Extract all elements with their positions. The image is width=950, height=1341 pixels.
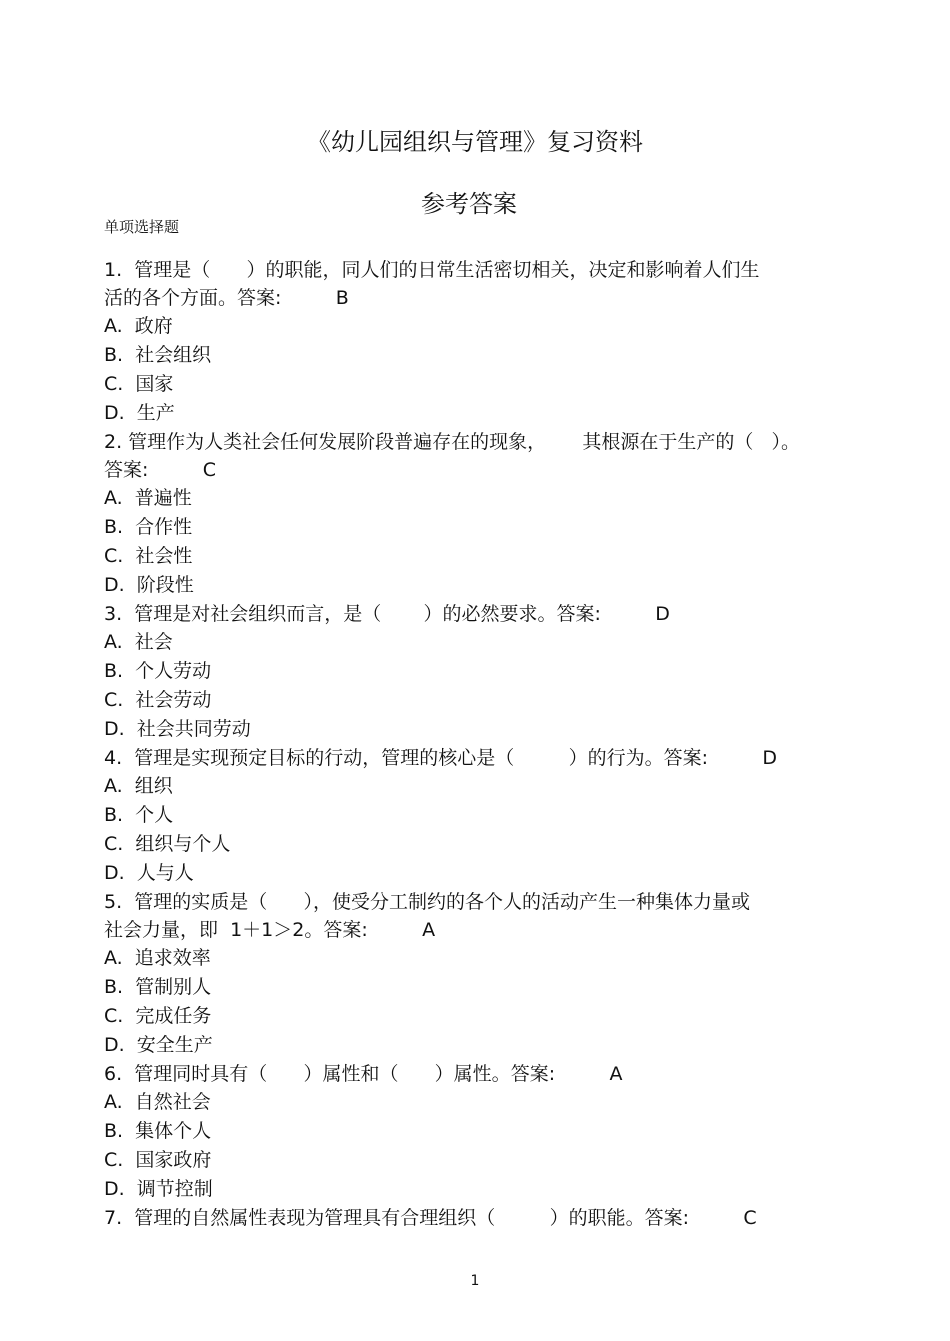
question-text-segment: 4. 管理是实现预定目标的行动，管理的核心是（ ）的行为。 <box>104 747 664 769</box>
question-block <box>104 888 864 1060</box>
answer-option: A. 普遍性 <box>104 487 192 509</box>
answer-label: 答案: <box>644 1207 689 1229</box>
question-text-segment: 3. 管理是对社会组织而言，是（ ）的必然要求。 <box>104 603 557 625</box>
question-text-segment: 7. 管理的自然属性表现为管理具有合理组织（ ）的职能。 <box>104 1207 645 1229</box>
page-number: 1 <box>470 1273 480 1289</box>
question-block <box>104 600 864 744</box>
answer-value: A <box>422 919 436 941</box>
answer-option: A. 政府 <box>104 315 173 337</box>
question-block <box>104 1204 864 1232</box>
question-block <box>104 256 864 428</box>
question-text-segment: 2. 管理作为人类社会任何发展阶段普遍存在的现象， 其根源在于生产的（ ）。 <box>104 431 801 453</box>
answer-label: 答案: <box>510 1063 556 1085</box>
answer-option: A. 自然社会 <box>104 1091 211 1113</box>
question-text <box>104 600 864 628</box>
answer-option: C. 国家政府 <box>104 1149 212 1171</box>
answer-value: C <box>743 1207 757 1229</box>
answer-option: C. 组织与个人 <box>104 833 231 855</box>
answer-label: 答案: <box>323 919 368 941</box>
question-text <box>104 916 864 944</box>
question-text-segment: 5. 管理的实质是（ ），使受分工制约的各个人的活动产生一种集体力量或 <box>104 891 750 913</box>
answer-option: B. 社会组织 <box>104 344 212 366</box>
question-list <box>104 256 864 1232</box>
answer-value: A <box>609 1063 623 1085</box>
answer-value: B <box>335 287 349 309</box>
question-text-segment: 6. 管理同时具有（ ）属性和（ ）属性。 <box>104 1063 511 1085</box>
answer-label: 答案: <box>556 603 601 625</box>
question-text-segment: 社会力量，即 1＋1＞2。 <box>104 919 324 941</box>
document-subtitle: 参考答案 <box>421 190 517 218</box>
answer-option: C. 完成任务 <box>104 1005 212 1027</box>
question-text-segment: 活的各个方面。 <box>104 287 238 309</box>
answer-label: 答案: <box>104 459 149 481</box>
answer-option: D. 调节控制 <box>104 1178 213 1200</box>
answer-option: B. 个人劳动 <box>104 660 212 682</box>
question-text <box>104 888 864 916</box>
answer-option: B. 管制别人 <box>104 976 212 998</box>
answer-option: B. 集体个人 <box>104 1120 212 1142</box>
answer-option: D. 阶段性 <box>104 574 194 596</box>
answer-option: D. 安全生产 <box>104 1034 213 1056</box>
answer-option: D. 社会共同劳动 <box>104 718 251 740</box>
answer-label: 答案: <box>237 287 282 309</box>
answer-option: A. 追求效率 <box>104 947 211 969</box>
answer-option: C. 社会性 <box>104 545 193 567</box>
answer-value: C <box>202 459 217 481</box>
answer-option: C. 国家 <box>104 373 174 395</box>
question-text <box>104 284 864 312</box>
question-block <box>104 744 864 888</box>
answer-option: D. 生产 <box>104 402 175 424</box>
question-text <box>104 744 864 772</box>
question-text <box>104 428 864 456</box>
answer-option: B. 个人 <box>104 804 174 826</box>
answer-option: D. 人与人 <box>104 862 194 884</box>
question-text <box>104 256 864 284</box>
answer-value: D <box>762 747 777 769</box>
section-heading: 单项选择题 <box>104 218 180 236</box>
question-block <box>104 428 864 600</box>
answer-option: C. 社会劳动 <box>104 689 212 711</box>
answer-option: A. 社会 <box>104 631 173 653</box>
question-text <box>104 1204 864 1232</box>
question-block <box>104 1060 864 1204</box>
answer-value: D <box>655 603 670 625</box>
question-text <box>104 1060 864 1088</box>
question-text-segment: 1. 管理是（ ）的职能，同人们的日常生活密切相关，决定和影响着人们生 <box>104 259 760 281</box>
question-text <box>104 456 864 484</box>
answer-label: 答案: <box>663 747 708 769</box>
document-title: 《幼儿园组织与管理》复习资料 <box>307 128 643 156</box>
answer-option: B. 合作性 <box>104 516 193 538</box>
answer-option: A. 组织 <box>104 775 173 797</box>
